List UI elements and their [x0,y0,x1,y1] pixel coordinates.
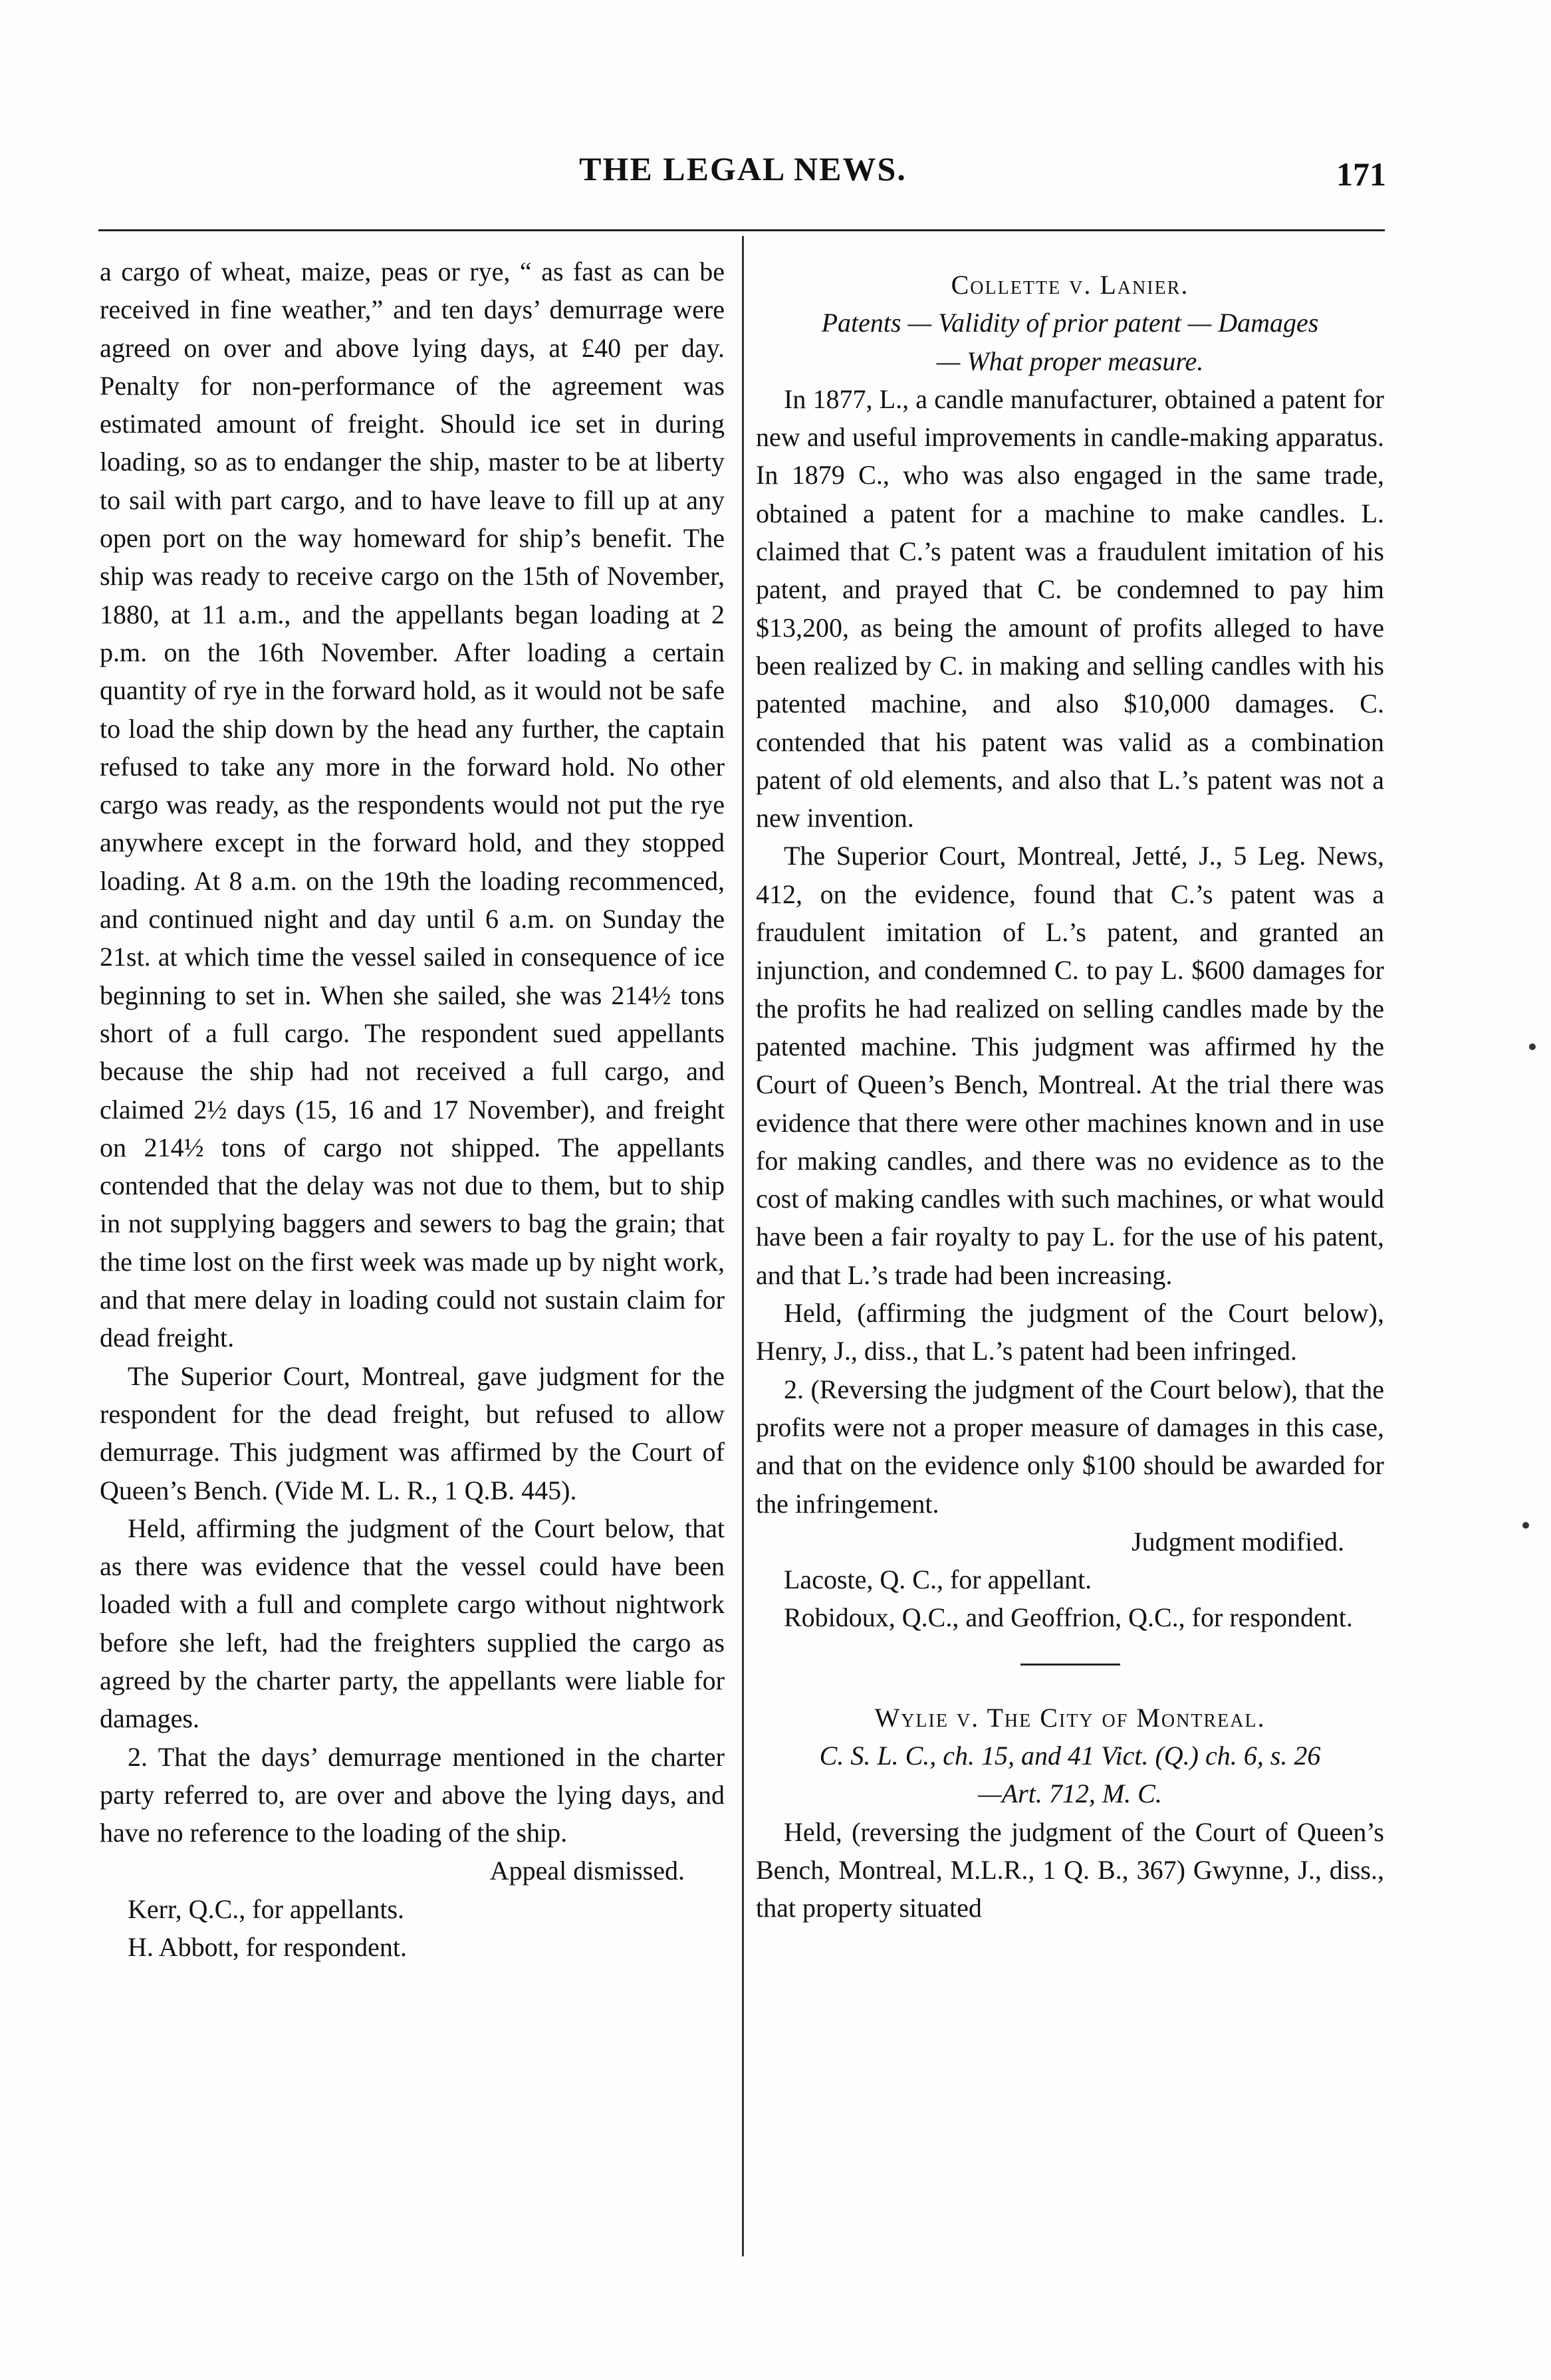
counsel-line: Lacoste, Q. C., for appellant. [784,1565,1092,1595]
page-number: 171 [1336,156,1386,193]
counsel-line: Kerr, Q.C., for appellants. [128,1893,405,1924]
case-title: Collette v. Lanier. [951,270,1189,300]
section-divider [1020,1664,1120,1666]
paragraph: The Superior Court, Montreal, Jetté, J., 5 Leg. News, 412, on the evidence, found that C.’s patent was a fraudulent imitation of L.’s patent, and granted an injunction, and condemned C. to pay L. $600 damages for the profits he had realized on selling candles made by the patented machine. This judgment was affirmed hy the Court of Queen’s Bench, Montreal. At the trial there was evidence that there were other machines known and in use for making candles, and there was no evidence as to the cost of making candles with such machines, or what would have been a fair royalty to pay L. for the use of his patent, and that L.’s trade had been increasing. [756,841,1384,1290]
case-citation: C. S. L. C., ch. 15, and 41 Vict. (Q.) ch. 6, s. 26 [819,1740,1321,1771]
column-divider [742,236,744,2256]
scan-speck [1522,1522,1529,1529]
counsel-line: Robidoux, Q.C., and Geoffrion, Q.C., for respondent. [784,1602,1353,1633]
running-title: THE LEGAL NEWS. [579,150,907,187]
case-citation: —Art. 712, M. C. [978,1779,1162,1809]
paragraph: In 1877, L., a candle manufacturer, obtained a patent for new and useful improvements in candle-making apparatus. In 1879 C., who was also engaged in the same trade, obtained a patent for a machine to make candles. L. claimed that C.’s patent was a fraudulent imitation of his patent, and prayed that C. be condemned to pay him $13,200, as being the amount of profits alleged to have been realized by C. in making and selling candles with his patented machine, and also $10,000 damages. C. contended that his patent was valid as a combination patent of old elements, and also that L.’s patent was not a new invention. [756,383,1384,833]
paragraph: 2. That the days’ demurrage mentioned in the charter party referred to, are over and above the lying days, and have no reference to the loading of the ship. [100,1741,725,1848]
running-head [100,150,1386,196]
case-subject: Patents — Validity of prior patent — Damages [821,308,1319,338]
header-rule [98,229,1385,231]
held-paragraph: Held, (reversing the judgment of the Court of Queen’s Bench, Montreal, M.L.R., 1 Q. B., 367) Gwynne, J., diss., that property situated [756,1816,1384,1923]
held-paragraph: Held, (affirming the judgment of the Court below), Henry, J., diss., that L.’s patent had been infringed. [756,1298,1384,1366]
case-result: Judgment modified. [1132,1526,1344,1557]
counsel-line: H. Abbott, for respondent. [128,1932,407,1963]
right-column [756,253,1384,1927]
left-column [100,253,725,1966]
held-paragraph: Held, affirming the judgment of the Court below, that as there was evidence that the vessel could have been loaded with a full and complete cargo without nightwork before she left, had the freighters supplied the cargo as agreed by the charter party, the appellants were liable for damages. [100,1513,725,1734]
paragraph: a cargo of wheat, maize, peas or rye, “ as fast as can be received in fine weather,” and ten days’ demurrage were agreed on over and above lying days, at £40 per day. Penalty for non-performance of the agreement was estimated amount of freight. Should ice set in during loading, so as to endanger the ship, master to be at liberty to sail with part cargo, and to have leave to fill up at any open port on the way homeward for ship’s benefit. The ship was ready to receive cargo on the 15th of November, 1880, at 11 a.m., and the appellants began loading at 2 p.m. on the 16th November. After loading a certain quantity of rye in the forward hold, as it would not be safe to load the ship down by the head any further, the captain refused to take any more in the forward hold. No other cargo was ready, as the respondents would not put the rye anywhere except in the forward hold, and they stopped loading. At 8 a.m. on the 19th the loading recommenced, and continued night and day until 6 a.m. on Sunday the 21st. at which time the vessel sailed in consequence of ice beginning to set in. When she sailed, she was 214½ tons short of a full cargo. The respondent sued appellants because the ship had not received a full cargo, and claimed 2½ days (15, 16 and 17 November), and freight on 214½ tons of cargo not shipped. The appellants contended that the delay was not due to them, but to ship in not supplying baggers and sewers to bag the grain; that the time lost on the first week was made up by night work, and that mere delay in loading could not sustain claim for dead freight. [100,257,725,1353]
paragraph: 2. (Reversing the judgment of the Court below), that the profits were not a proper measure of damages in this case, and that on the evidence only $100 should be awarded for the infringement. [756,1374,1384,1519]
case-title: Wylie v. The City of Montreal. [874,1702,1266,1733]
case-subject: — What proper measure. [936,346,1204,376]
scan-speck [1529,1043,1536,1050]
case-result: Appeal dismissed. [489,1856,685,1886]
paragraph: The Superior Court, Montreal, gave judgment for the respondent for the dead freight, but refused to allow demurrage. This judgment was affirmed by the Court of Queen’s Bench. (Vide M. L. R., 1 Q.B. 445). [100,1360,725,1505]
